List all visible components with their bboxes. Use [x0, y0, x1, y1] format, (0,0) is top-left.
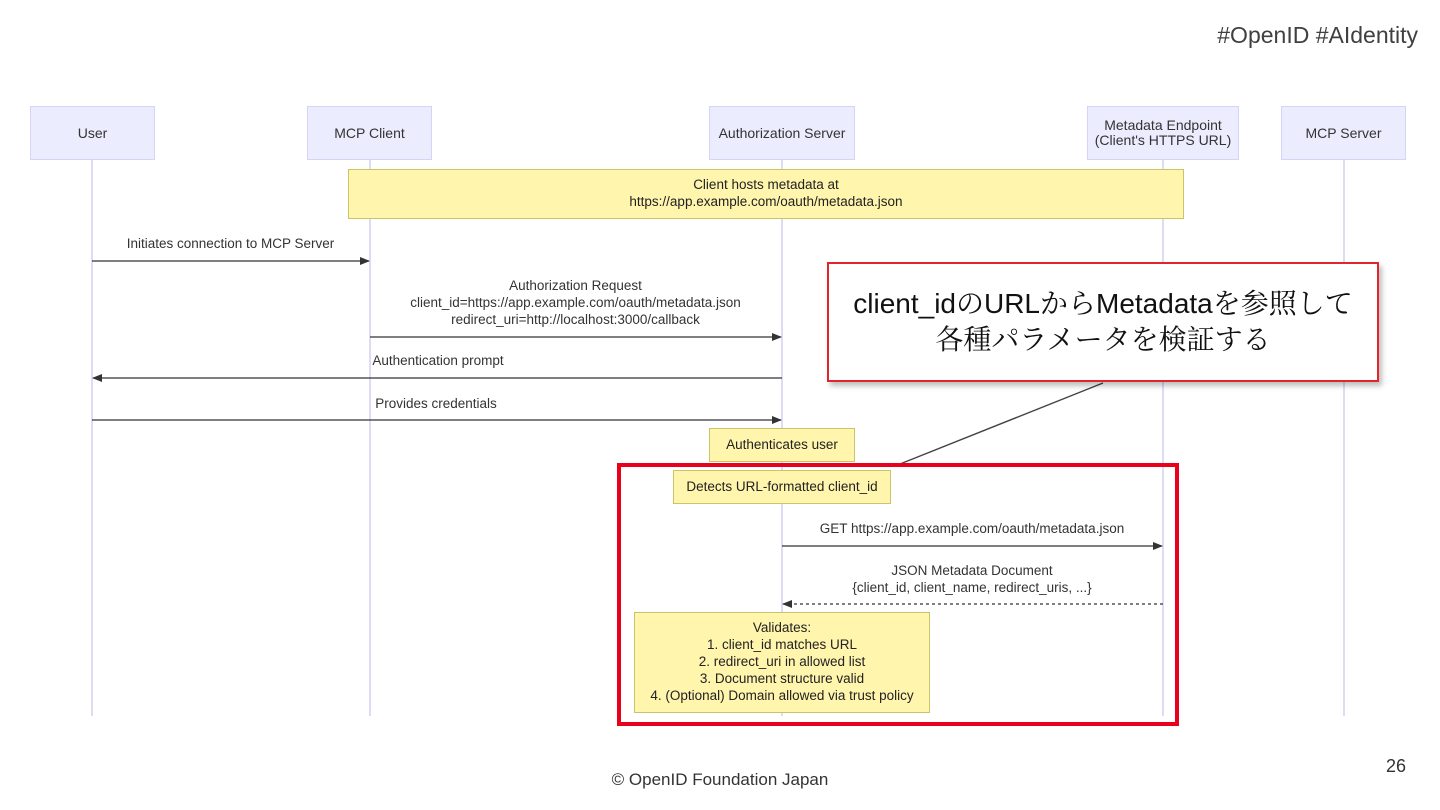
msg-provides-credentials: Provides credentials — [375, 396, 497, 411]
participant-mcp-client: MCP Client — [307, 106, 432, 160]
participant-metadata-endpoint: Metadata Endpoint (Client's HTTPS URL) — [1087, 106, 1239, 160]
highlight-frame — [617, 463, 1179, 726]
msg-authorization-request: Authorization Request client_id=https://app.example.com/oauth/metadata.json redirect_uri=http://localhost:3000/callback — [410, 278, 741, 327]
msg-json-metadata-document: JSON Metadata Document {client_id, client_name, redirect_uris, ...} — [852, 563, 1092, 595]
participant-authorization-server: Authorization Server — [709, 106, 855, 160]
note-detects-client-id: Detects URL-formatted client_id — [673, 470, 891, 504]
callout-box: client_idのURLからMetadataを参照して 各種パラメータを検証する — [827, 262, 1379, 382]
note-client-hosts-metadata: Client hosts metadata at https://app.example.com/oauth/metadata.json — [348, 169, 1184, 219]
footer-copyright: © OpenID Foundation Japan — [611, 770, 829, 789]
hashtags: #OpenID #AIdentity — [1217, 22, 1418, 48]
participant-mcp-server: MCP Server — [1281, 106, 1406, 160]
msg-initiates-connection: Initiates connection to MCP Server — [126, 236, 335, 251]
callout-connector — [900, 383, 1103, 464]
note-authenticates-user: Authenticates user — [709, 428, 855, 462]
msg-authentication-prompt: Authentication prompt — [372, 353, 504, 368]
participant-user: User — [30, 106, 155, 160]
msg-get-metadata: GET https://app.example.com/oauth/metadata.json — [819, 521, 1125, 536]
note-validates: Validates: 1. client_id matches URL 2. redirect_uri in allowed list 3. Document structure valid 4. (Optional) Domain allowed via trust policy — [634, 612, 930, 713]
page-number: 26 — [1385, 756, 1406, 776]
